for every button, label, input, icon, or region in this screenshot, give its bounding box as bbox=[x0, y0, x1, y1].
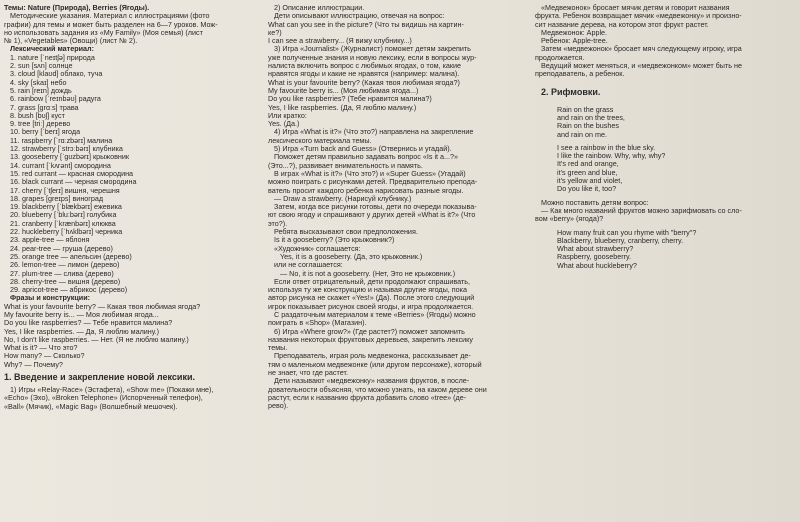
text-line: My favourite berry is... (Моя любимая ягода...) bbox=[268, 85, 419, 95]
text-line: Do you like raspberries? (Тебе нравится малина?) bbox=[268, 94, 432, 104]
text-line: автор рисунка не скажет «Yes!» (Да). После этого следующий bbox=[268, 293, 475, 303]
poem-line: it's yellow and violet, bbox=[557, 176, 623, 186]
poem-line: Raspberry, gooseberry. bbox=[557, 252, 632, 262]
text-line: темы. bbox=[268, 343, 288, 353]
section-1-title: 1. Введение и закрепление новой лексики. bbox=[4, 372, 195, 383]
text-line: ют свою ягоду и спрашивают у других детей «What is it?» (Что bbox=[268, 210, 476, 220]
text-line: Дети описывают иллюстрацию, отвечая на вопрос: bbox=[274, 11, 445, 21]
poem-stanza bbox=[535, 106, 797, 194]
phrases-title: Фразы и конструкции: bbox=[10, 293, 91, 303]
text-line: уже полученные знания и новую лексику, если в вопросы жур- bbox=[268, 52, 477, 62]
vocab-item: 4. sky [skaɪ] небо bbox=[10, 77, 67, 87]
column-right bbox=[535, 4, 797, 520]
spacer bbox=[535, 79, 797, 84]
text-line: Медвежонок: Apple. bbox=[541, 27, 608, 37]
text-line: рево). bbox=[268, 401, 289, 411]
text-line: или не соглашается: bbox=[274, 260, 343, 270]
text-line: Ребята высказывают свои предположения. bbox=[274, 227, 418, 237]
text-line: 5) Игра «Turn back and Guess» (Отвернись и угадай). bbox=[274, 144, 452, 154]
text-line: — No, it is not a gooseberry. (Нет, Это не крыжовник.) bbox=[280, 268, 456, 278]
text-line: нравятся ягоды и какие не нравятся (например: малина). bbox=[268, 69, 460, 79]
phrase-item: Yes, I like raspberries. — Да, Я люблю малину.) bbox=[4, 326, 160, 336]
poem-line: Rain on the bushes bbox=[557, 121, 619, 131]
phrase-item: How many? — Сколько? bbox=[4, 351, 85, 361]
section-2-title: 2. Рифмовки. bbox=[541, 86, 601, 97]
text-line: Yes, it is a gooseberry. (Да, это крыжовник.) bbox=[280, 251, 423, 261]
poem-line: I like the rainbow. Why, why, why? bbox=[557, 151, 666, 161]
phrase-item: No, I don't like raspberries. — Нет. (Я не люблю малину.) bbox=[4, 334, 189, 344]
lexical-title: Лексический материал: bbox=[10, 44, 94, 54]
text-line: сит название дерева, на котором этот фрукт растет. bbox=[535, 19, 709, 29]
text-line: преподаватель, а ребенок. bbox=[535, 69, 625, 79]
vocab-item: 6. rainbow [ˈreɪnbəʊ] радуга bbox=[10, 94, 101, 104]
text-line: фрукта. Ребенок возвращает мячик «медвежонку» и произно- bbox=[535, 11, 742, 21]
vocab-item: 27. plum-tree — слива (дерево) bbox=[10, 268, 114, 278]
text-line: используя ту же конструкцию и называя другие ягоды, пока bbox=[268, 285, 467, 295]
column-left bbox=[4, 4, 262, 520]
vocab-item: 11. raspberry [ˈrɑːzbərɪ] малина bbox=[10, 135, 113, 145]
text-line: лексического материала темы. bbox=[268, 135, 372, 145]
methodical-line: Методические указания. Материал с иллюстрациями (фото bbox=[10, 11, 210, 21]
text-line: 3) Игра «Journalist» (Журналист) поможет детям закрепить bbox=[274, 44, 471, 54]
column-middle bbox=[268, 4, 528, 520]
vocab-item: 20. blueberry [ˈbluːbərɪ] голубика bbox=[10, 210, 117, 220]
vocab-item: 3. cloud [klaʊd] облако, туча bbox=[10, 69, 103, 79]
text-line: игрок показывает рисунок своей ягоды, и игра продолжается. bbox=[268, 301, 474, 311]
vocab-item: 5. rain [reɪn] дождь bbox=[10, 85, 72, 95]
text-line: — Как много названий фруктов можно зарифмовать со сло- bbox=[541, 205, 742, 215]
poem-line: Rain on the grass bbox=[557, 104, 614, 114]
vocab-item: 8. bush [bʊʃ] куст bbox=[10, 110, 65, 120]
text-line: ватель просит каждого ребенка нарисовать разные ягоды. bbox=[268, 185, 464, 195]
vocab-item: 24. pear-tree — груша (дерево) bbox=[10, 243, 113, 253]
phrase-item: What is your favourite berry? — Какая твоя любимая ягода? bbox=[4, 301, 201, 311]
text-line: Можно поставить детям вопрос: bbox=[541, 197, 649, 207]
vocab-item: 16. black currant — черная смородина bbox=[10, 177, 137, 187]
section-1-line: «Ball» (Мячик), «Magic Bag» (Волшебный мешочек). bbox=[4, 401, 178, 411]
text-line: Или кратко: bbox=[268, 110, 307, 120]
text-line: тям о маленьком медвежонке (или другом персонаже), который bbox=[268, 359, 482, 369]
text-line: What can you see in the picture? (Что ты видишь на картин- bbox=[268, 19, 464, 29]
vocab-item: 13. gooseberry [ˈɡʊzbərɪ] крыжовник bbox=[10, 152, 130, 162]
poem-line: What about huckleberry? bbox=[557, 260, 637, 270]
text-line: ке?) bbox=[268, 27, 282, 37]
vocab-item: 25. orange tree — апельсин (дерево) bbox=[10, 251, 132, 261]
text-line: можно поиграть с рисунками детей. Предварительно препода- bbox=[268, 177, 478, 187]
vocab-item: 12. strawberry [ˈstrɔːbərɪ] клубника bbox=[10, 144, 123, 154]
text-line: Is it a gooseberry? (Это крыжовник?) bbox=[274, 235, 395, 245]
vocab-item: 18. grapes [ɡreɪps] виноград bbox=[10, 193, 104, 203]
poem-line: Blackberry, blueberry, cranberry, cherry. bbox=[557, 235, 684, 245]
section-1-line: «Echo» (Эхо), «Broken Telephone» (Испорченный телефон), bbox=[4, 393, 203, 403]
vocab-item: 2. sun [sʌn] солнце bbox=[10, 61, 73, 71]
vocab-item: 7. grass [ɡrɑːs] трава bbox=[10, 102, 79, 112]
text-line: В играх «What is it?» (Что это?) и «Super Guess» (Угадай) bbox=[274, 168, 466, 178]
text-line: «Художник» соглашается: bbox=[274, 243, 361, 253]
text-line: довательности объясняя, что можно узнать, на каком дереве они bbox=[268, 384, 487, 394]
text-line: 6) Игра «Where grow?» (Где растет?) поможет запомнить bbox=[274, 326, 465, 336]
text-line: Yes. (Да.) bbox=[268, 119, 300, 129]
text-line: Затем, когда все рисунки готовы, дети по очереди показыва- bbox=[274, 202, 477, 212]
text-line: Yes, I like raspberries. (Да, Я люблю малину.) bbox=[268, 102, 417, 112]
text-line: — Draw a strawberry. (Нарисуй клубнику.) bbox=[274, 193, 412, 203]
section-1-line: 1) Игры «Relay-Race» (Эстафета), «Show me» (Покажи мне), bbox=[10, 385, 214, 395]
vocab-item: 29. apricot-tree — абрикос (дерево) bbox=[10, 285, 128, 295]
section-1-text bbox=[4, 386, 262, 411]
vocab-item: 14. currant [ˈkʌrənt] смородина bbox=[10, 160, 111, 170]
vocab-item: 22. huckleberry [ˈhʌklbərɪ] черника bbox=[10, 227, 123, 237]
poem-line: and rain on the trees, bbox=[557, 112, 625, 122]
text-line: Ребенок: Apple-tree. bbox=[541, 36, 608, 46]
phrase-item: Why? — Почему? bbox=[4, 359, 63, 369]
poem-line: It's red and orange, bbox=[557, 159, 619, 169]
vocab-item: 9. tree [triː] дерево bbox=[10, 119, 71, 129]
phrases-list bbox=[4, 303, 262, 369]
poem-line: it's green and blue, bbox=[557, 167, 618, 177]
text-line: не знает, что где растет. bbox=[268, 368, 348, 378]
vocab-list bbox=[4, 54, 262, 295]
text-line: Дети называют «медвежонку» названия фруктов, в после- bbox=[274, 376, 470, 386]
text-line: вом «berry» (ягода)? bbox=[535, 214, 604, 224]
text-line: растут, если к названию фрукта добавить слово «tree» (де- bbox=[268, 392, 467, 402]
poem-line: and rain on me. bbox=[557, 129, 607, 139]
text-line: продолжается. bbox=[535, 52, 585, 62]
text-line: «Медвежонок» бросает мячик детям и говорит названия bbox=[541, 4, 730, 12]
vocab-item: 28. cherry-tree — вишня (дерево) bbox=[10, 276, 121, 286]
phrase-item: What is it? — Что это? bbox=[4, 343, 78, 353]
poem-line: Do you like it, too? bbox=[557, 184, 617, 194]
text-line: What is your favourite berry? (Какая твоя любимая ягода?) bbox=[268, 77, 460, 87]
text-line: 4) Игра «What is it?» (Что это?) направлена на закрепление bbox=[274, 127, 474, 137]
vocab-item: 1. nature [ˈneɪtʃə] природа bbox=[10, 52, 95, 62]
poem-line: What about strawberry? bbox=[557, 244, 634, 254]
vocab-item: 15. red currant — красная смородина bbox=[10, 168, 134, 178]
vocab-item: 10. berry [ˈberɪ] ягода bbox=[10, 127, 81, 137]
phrase-item: Do you like raspberries? — Тебе нравится малина? bbox=[4, 318, 173, 328]
methodical-notes bbox=[4, 12, 262, 45]
vocab-item: 17. cherry [ˈtʃerɪ] вишня, черешня bbox=[10, 185, 120, 195]
vocab-item: 23. apple-tree — яблоня bbox=[10, 235, 90, 245]
text-line: Затем «медвежонок» бросает мяч следующему игроку, игра bbox=[541, 44, 742, 54]
methodical-line: № 1), «Vegetables» (Овощи) (лист № 2). bbox=[4, 36, 138, 46]
vocab-item: 26. lemon-tree — лимон (дерево) bbox=[10, 260, 120, 270]
poem-stanza-2 bbox=[535, 229, 797, 270]
text-line: (Это...?), развивает внимательность и память. bbox=[268, 160, 423, 170]
vocab-item: 21. cranberry [ˈkrænbərɪ] клюква bbox=[10, 218, 116, 228]
text-line: I can see a strawberry... (Я вижу клубнику...) bbox=[268, 36, 412, 46]
methodical-line: графии) для темы и может быть разделен на 6—7 уроков. Мож- bbox=[4, 19, 218, 29]
methodical-line: но использовать задания из «My Family» (Моя семья) (лист bbox=[4, 27, 203, 37]
poem-line: How many fruit can you rhyme with "berry"? bbox=[557, 227, 697, 237]
poem-line: I see a rainbow in the blue sky. bbox=[557, 142, 656, 152]
vocab-item: 19. blackberry [ˈblækbərɪ] ежевика bbox=[10, 202, 122, 212]
text-line: Если ответ отрицательный, дети продолжают спрашивать, bbox=[274, 276, 470, 286]
text-line: поиграть в «Shop» (Магазин). bbox=[268, 318, 367, 328]
text-line: это?). bbox=[268, 218, 288, 228]
text-line: 2) Описание иллюстрации. bbox=[274, 4, 365, 12]
text-line: налиста включить вопрос с любимых ягодах, о том, какие bbox=[268, 61, 462, 71]
text-line: Преподаватель, играя роль медвежонка, рассказывает де- bbox=[274, 351, 471, 361]
text-line: названия некоторых фруктовых деревьев, закрепить лексику bbox=[268, 334, 473, 344]
topic-text: Темы: Nature (Природа), Berries (Ягоды). bbox=[4, 4, 150, 12]
phrase-item: My favourite berry is... — Моя любимая ягода... bbox=[4, 309, 159, 319]
text-line: Поможет детям правильно задавать вопрос «Is it a...?» bbox=[274, 152, 459, 162]
text-line: С раздаточным материалом к теме «Berries» (Ягоды) можно bbox=[274, 309, 476, 319]
text-line: Ведущий может меняться, и «медвежонком» может быть не bbox=[541, 61, 742, 71]
